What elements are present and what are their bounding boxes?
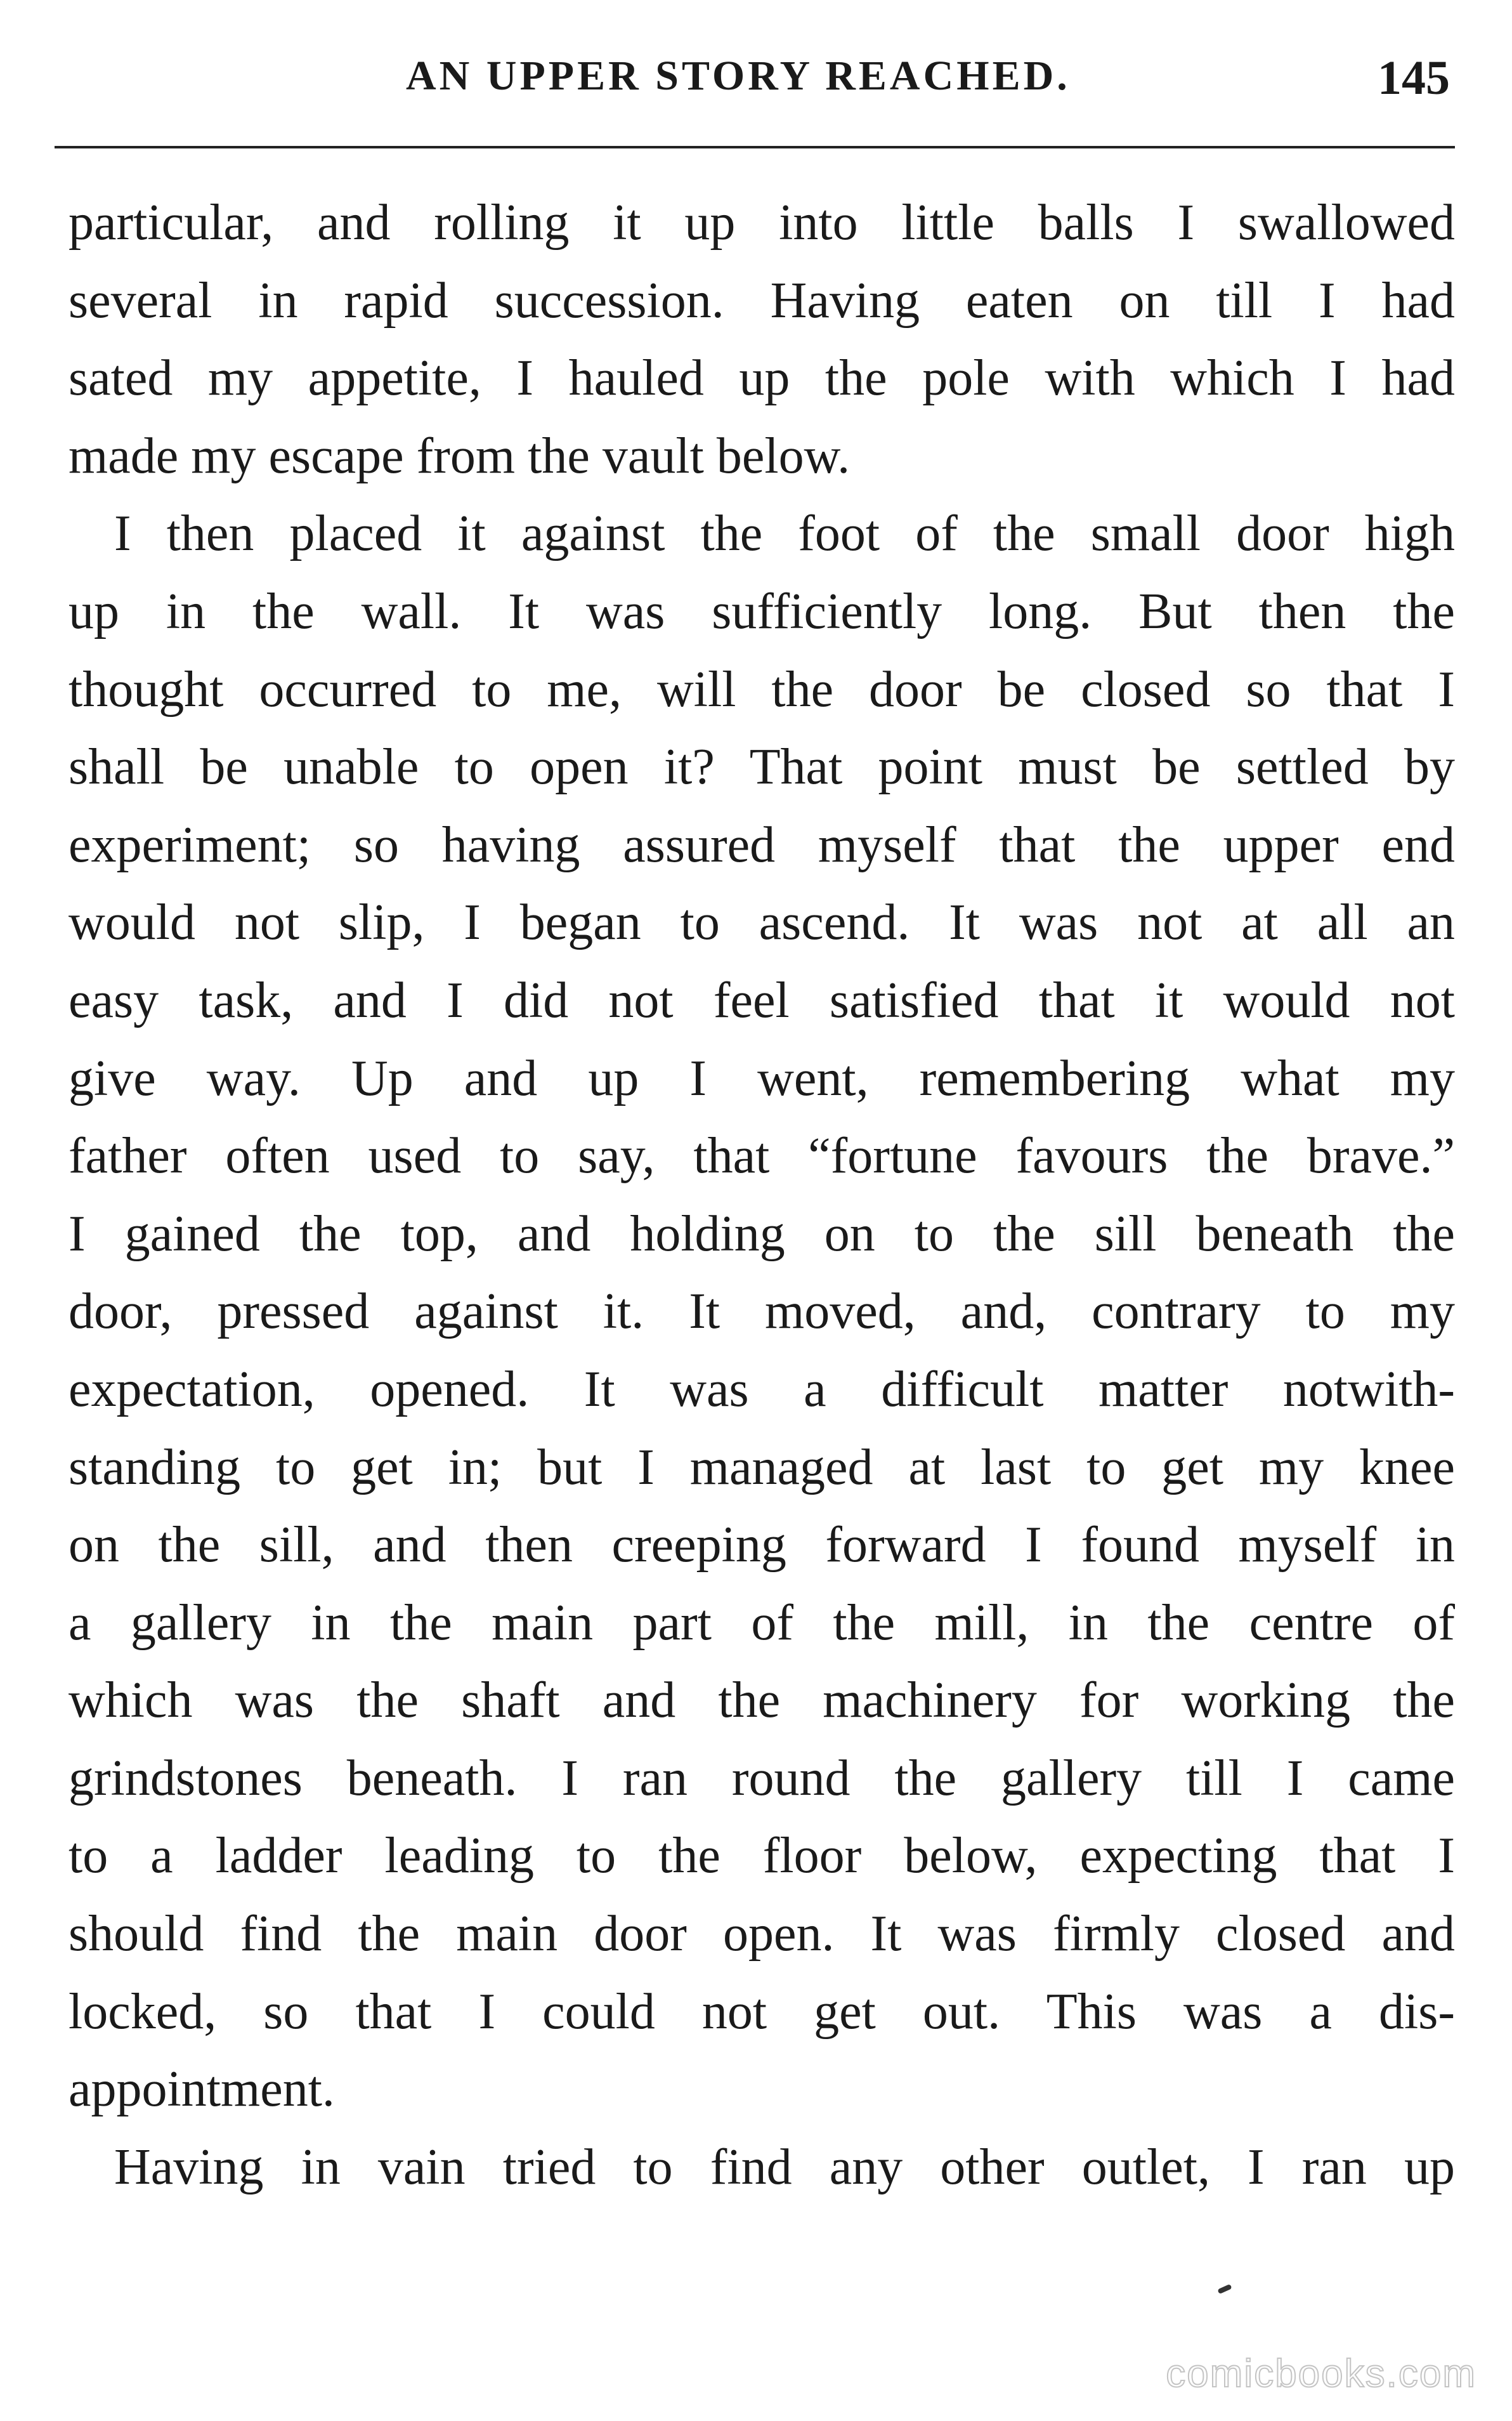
text-line: easy task, and I did not feel satisfied that it would not xyxy=(68,972,1455,1028)
text-line: Having in vain tried to find any other outlet, I ran up xyxy=(114,2139,1455,2195)
text-line: several in rapid succession. Having eaten on till I had xyxy=(68,272,1455,329)
text-line: shall be unable to open it? That point must be settled by xyxy=(68,739,1455,796)
body-text xyxy=(68,184,1455,2206)
running-title: AN UPPER STORY REACHED. xyxy=(406,53,1071,99)
text-line: give way. Up and up I went, remembering what my xyxy=(68,1050,1455,1106)
page-number: 145 xyxy=(1378,51,1450,105)
text-line: up in the wall. It was sufficiently long. But then the xyxy=(68,583,1455,640)
text-line: locked, so that I could not get out. This was a dis- xyxy=(68,1983,1455,2040)
text-line: thought occurred to me, will the door be closed so that I xyxy=(68,661,1455,718)
text-line: to a ladder leading to the floor below, expecting that I xyxy=(68,1828,1455,1884)
text-line: a gallery in the main part of the mill, in the centre of xyxy=(68,1594,1455,1651)
text-line: expectation, opened. It was a difficult matter notwith- xyxy=(68,1361,1455,1417)
text-line: which was the shaft and the machinery for working the xyxy=(68,1672,1455,1729)
text-line: I then placed it against the foot of the small door high xyxy=(114,506,1455,562)
text-line: particular, and rolling it up into little balls I swallowed xyxy=(68,195,1455,251)
text-line: appointment. xyxy=(68,2061,335,2118)
ink-mark xyxy=(1217,2284,1232,2294)
text-line: sated my appetite, I hauled up the pole with which I had xyxy=(68,350,1455,407)
text-line: on the sill, and then creeping forward I found myself in xyxy=(68,1517,1455,1573)
watermark: comicbooks.com xyxy=(1166,2352,1476,2396)
text-line: father often used to say, that “fortune favours the brave.” xyxy=(68,1128,1455,1184)
text-line: should find the main door open. It was firmly closed and xyxy=(68,1906,1455,1962)
text-line: made my escape from the vault below. xyxy=(68,428,850,484)
text-line: standing to get in; but I managed at last to get my knee xyxy=(68,1439,1455,1495)
header-rule xyxy=(55,146,1455,148)
text-line: grindstones beneath. I ran round the gallery till I came xyxy=(68,1750,1455,1806)
running-head xyxy=(0,52,1512,115)
text-line: would not slip, I began to ascend. It was not at all an xyxy=(68,895,1455,951)
text-line: door, pressed against it. It moved, and, contrary to my xyxy=(68,1283,1455,1340)
text-line: I gained the top, and holding on to the sill beneath the xyxy=(68,1205,1455,1262)
text-line: experiment; so having assured myself that the upper end xyxy=(68,817,1455,873)
